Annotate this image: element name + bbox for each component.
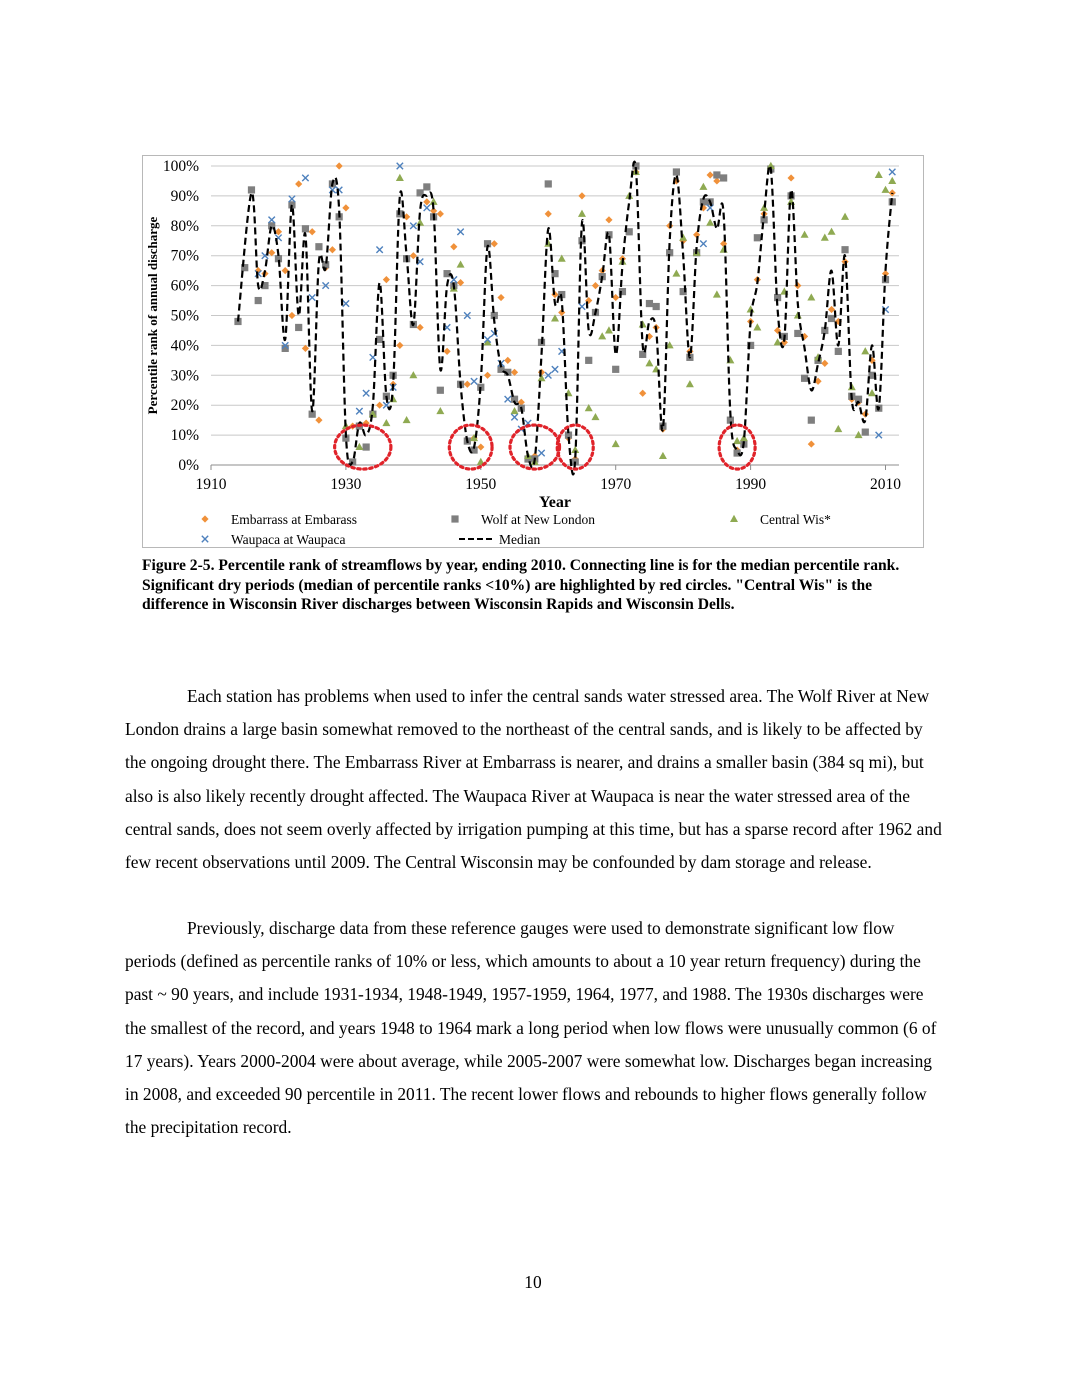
- data-point: [342, 204, 349, 211]
- data-point: [295, 180, 302, 187]
- y-tick-label: 30%: [170, 367, 199, 385]
- data-point: [315, 417, 322, 424]
- data-point: [471, 378, 477, 384]
- data-point: [538, 450, 544, 456]
- data-point: [875, 171, 883, 178]
- data-point: [700, 241, 706, 247]
- data-point: [255, 297, 262, 304]
- data-point: [248, 186, 255, 193]
- data-point: [484, 372, 491, 379]
- data-point: [699, 183, 707, 190]
- data-point: [720, 246, 728, 253]
- legend-marker: [451, 515, 458, 522]
- data-point: [315, 243, 322, 250]
- data-point: [511, 414, 517, 420]
- page-number: 10: [524, 1272, 542, 1292]
- data-point: [363, 390, 369, 396]
- data-point: [410, 252, 417, 259]
- data-point: [396, 342, 403, 349]
- y-tick-label: 0%: [178, 457, 199, 474]
- data-point: [436, 407, 444, 414]
- data-point: [383, 276, 390, 283]
- y-tick-label: 100%: [162, 158, 199, 175]
- y-axis-title: Percentile rank of annual discharge: [145, 216, 160, 415]
- legend-label: Waupaca at Waupaca: [231, 532, 346, 547]
- data-point: [808, 440, 815, 447]
- data-point: [808, 417, 815, 424]
- data-point: [713, 171, 720, 178]
- data-point: [888, 177, 896, 184]
- data-point: [598, 332, 606, 339]
- data-point: [416, 324, 423, 331]
- data-point: [443, 270, 450, 277]
- data-point: [801, 375, 808, 382]
- data-point: [801, 231, 809, 238]
- x-axis-title: Year: [539, 494, 571, 511]
- data-point: [862, 429, 869, 436]
- data-point: [423, 183, 430, 190]
- data-point: [646, 300, 653, 307]
- y-tick-label: 50%: [170, 307, 199, 325]
- figure-caption: Figure 2-5. Percentile rank of streamflows by year, ending 2010. Connecting line is for the median percentile rank. Significant dry periods (median of percentile ranks <10%) are highlighted by red circles. "Central Wis" is the difference in Wisconsin River discharges between Wisconsin Rapids and Wisconsin Dells.: [142, 557, 900, 613]
- data-point: [835, 348, 842, 355]
- data-point: [591, 413, 599, 420]
- x-tick-label: 1990: [735, 476, 767, 493]
- data-point: [295, 324, 302, 331]
- data-point: [545, 210, 552, 217]
- y-tick-label: 20%: [170, 397, 199, 415]
- data-point: [430, 198, 438, 205]
- data-point: [612, 366, 619, 373]
- data-point: [437, 210, 444, 217]
- legend-label: Embarrass at Embarass: [231, 512, 357, 527]
- data-point: [605, 326, 613, 333]
- data-point: [329, 246, 336, 253]
- data-point: [336, 162, 343, 169]
- data-point: [403, 416, 411, 423]
- x-tick-label: 1910: [195, 476, 227, 493]
- data-point: [578, 192, 585, 199]
- data-point: [706, 219, 714, 226]
- data-point: [382, 419, 390, 426]
- data-point: [545, 180, 552, 187]
- chart-svg: [143, 156, 925, 549]
- y-tick-label: 80%: [170, 217, 199, 235]
- data-point: [672, 269, 680, 276]
- data-point: [639, 390, 646, 397]
- body-paragraph-1: [125, 680, 945, 879]
- x-tick-label: 1930: [330, 476, 362, 493]
- data-point: [409, 371, 417, 378]
- data-point: [653, 303, 660, 310]
- body-paragraph-2: [125, 912, 945, 1144]
- data-point: [841, 213, 849, 220]
- data-point: [659, 452, 667, 459]
- data-point: [457, 260, 465, 267]
- data-point: [424, 205, 430, 211]
- data-point: [855, 431, 863, 438]
- y-tick-label: 60%: [170, 277, 199, 295]
- legend-label: Wolf at New London: [481, 512, 596, 527]
- data-point: [592, 282, 599, 289]
- data-point: [612, 440, 620, 447]
- data-point: [585, 357, 592, 364]
- data-point: [289, 196, 295, 202]
- data-point: [356, 408, 362, 414]
- legend-label: Median: [499, 532, 541, 547]
- data-point: [713, 290, 721, 297]
- data-point: [889, 169, 895, 175]
- y-tick-label: 90%: [170, 187, 199, 205]
- data-point: [477, 443, 484, 450]
- data-point: [686, 380, 694, 387]
- data-point: [821, 360, 828, 367]
- x-tick-label: 1970: [600, 476, 632, 493]
- data-point: [821, 234, 829, 241]
- data-point: [794, 311, 802, 318]
- data-point: [673, 168, 680, 175]
- data-point: [457, 229, 463, 235]
- paragraph-text: Each station has problems when used to infer the central sands water stressed area. The Wolf River at New London drains a large basin somewhat removed to the northeast of the central sands, and is likely to be affected by the ongoing drought there. The Embarrass River at Embarrass is nearer, and drains a smaller basin (384 sq mi), but also is also likely recently drought affected. The Waupaca River at Waupaca is near the water stressed area of the central sands, does not seem overly affected by irrigation pumping at this time, but has a sparse record after 1962 and few recent observations until 2009. The Central Wisconsin may be confounded by dam storage and release.: [125, 686, 942, 873]
- y-tick-label: 40%: [170, 337, 199, 355]
- data-point: [834, 425, 842, 432]
- data-point: [363, 443, 370, 450]
- series-embarrass-at-embarass: [255, 162, 896, 462]
- data-point: [511, 407, 519, 414]
- figure-2-5-chart: [142, 155, 924, 548]
- data-point: [861, 347, 869, 354]
- data-point: [302, 175, 308, 181]
- data-point: [605, 216, 612, 223]
- data-point: [828, 228, 836, 235]
- data-point: [882, 186, 890, 193]
- data-point: [376, 402, 383, 409]
- data-point: [302, 225, 309, 232]
- data-point: [437, 387, 444, 394]
- data-point: [491, 240, 498, 247]
- data-point: [552, 366, 558, 372]
- data-point: [720, 174, 727, 181]
- data-point: [376, 247, 382, 253]
- data-point: [309, 228, 316, 235]
- data-point: [450, 243, 457, 250]
- legend-marker: [201, 515, 208, 522]
- data-point: [288, 312, 295, 319]
- legend-label: Central Wis*: [760, 512, 831, 527]
- x-tick-label: 1950: [465, 476, 497, 493]
- data-point: [733, 437, 741, 444]
- data-point: [841, 246, 848, 253]
- data-point: [309, 294, 315, 300]
- data-point: [578, 210, 586, 217]
- data-point: [269, 217, 275, 223]
- x-tick-label: 2010: [870, 476, 902, 493]
- data-point: [343, 300, 349, 306]
- data-point: [787, 174, 794, 181]
- data-point: [707, 171, 714, 178]
- data-point: [464, 381, 471, 388]
- y-tick-label: 10%: [170, 427, 199, 445]
- data-point: [753, 323, 761, 330]
- data-point: [645, 359, 653, 366]
- data-point: [504, 357, 511, 364]
- legend-marker: [202, 536, 208, 542]
- data-point: [828, 315, 835, 322]
- paragraph-text: Previously, discharge data from these reference gauges were used to demonstrate significant low flow periods (defined as percentile ranks of 10% or less, which amounts to about a 10 year return frequency) during the past ~ 90 years, and include 1931-1934, 1948-1949, 1957-1959, 1964, 1977, and 1988. The 1930s discharges were the smallest of the record, and years 1948 to 1964 mark a long period when low flows were unusually common (6 of 17 years). Years 2000-2004 were about average, while 2005-2007 were somewhat low. Discharges began increasing in 2008, and exceeded 90 percentile in 2011. The recent lower flows and rebounds to higher flows generally follow the precipitation record.: [125, 918, 937, 1138]
- data-point: [868, 389, 876, 396]
- data-point: [396, 174, 404, 181]
- data-point: [807, 293, 815, 300]
- data-point: [754, 234, 761, 241]
- legend-marker: [730, 515, 738, 522]
- data-point: [497, 294, 504, 301]
- data-point: [443, 348, 450, 355]
- y-tick-label: 70%: [170, 247, 199, 265]
- data-point: [505, 396, 511, 402]
